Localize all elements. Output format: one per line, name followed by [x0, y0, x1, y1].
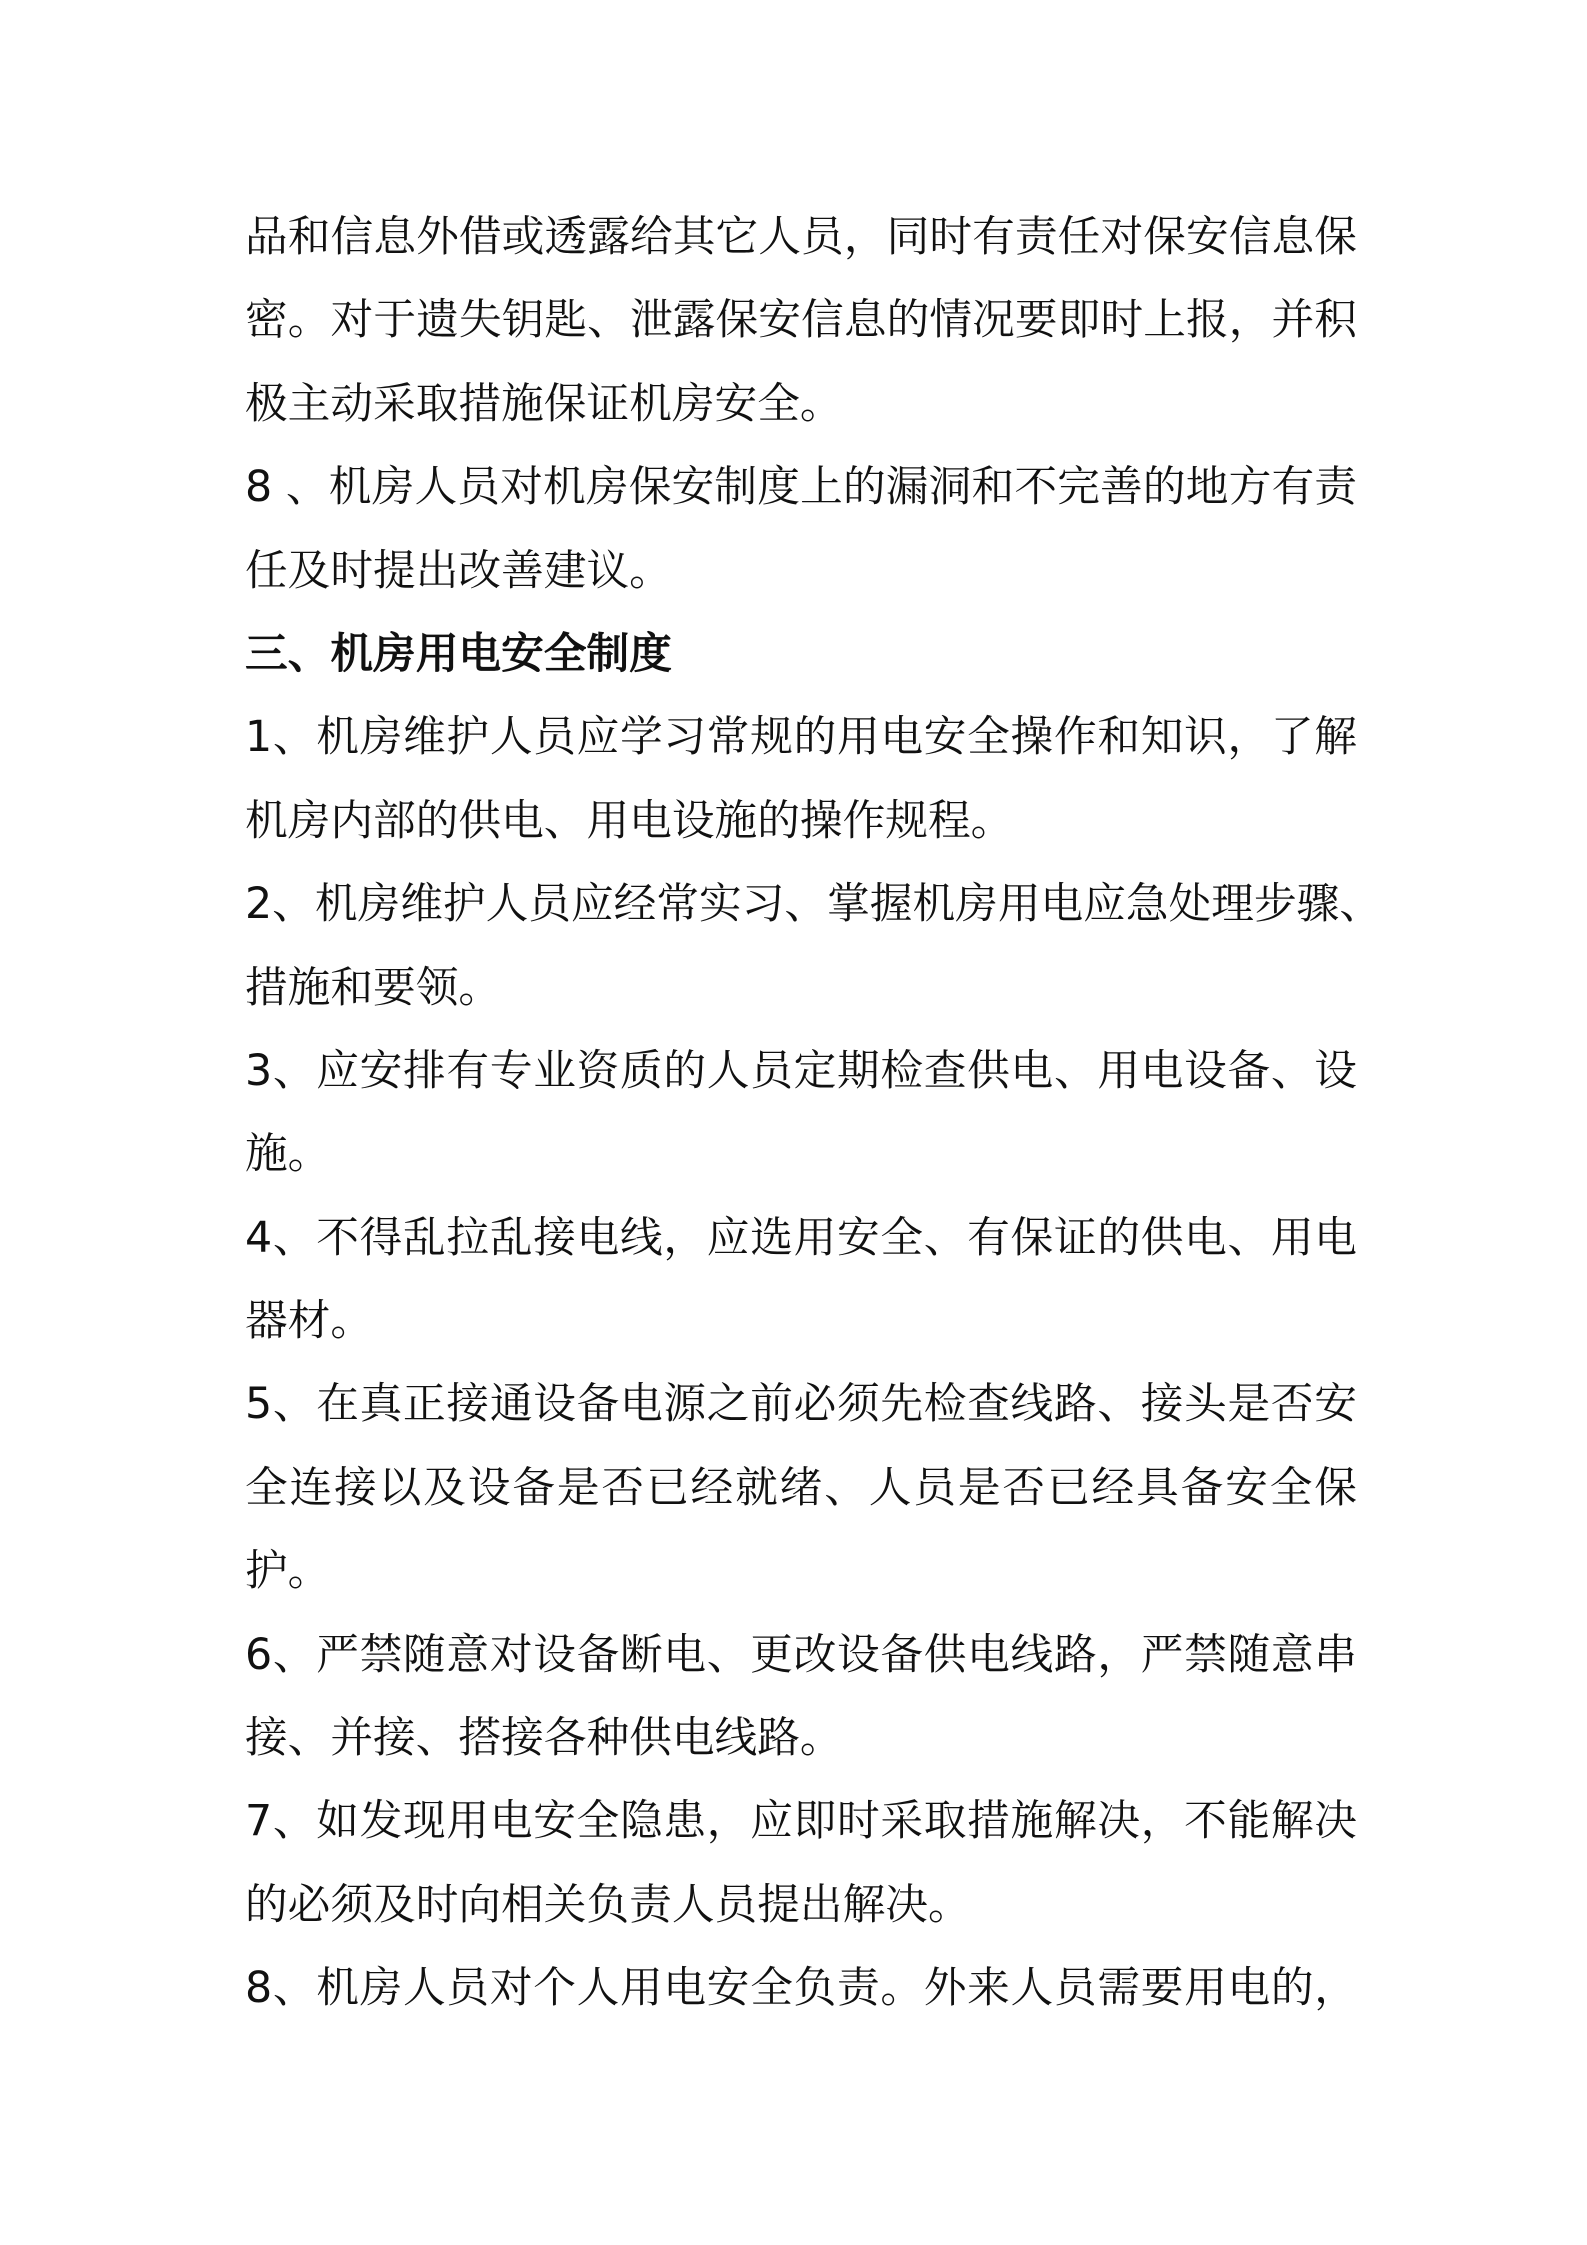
- text-line: 品和信息外借或透露给其它人员，同时有责任对保安信息保: [245, 212, 1357, 262]
- text-line: 2、机房维护人员应经常实习、掌握机房用电应急处理步骤、: [245, 879, 1383, 930]
- section-heading: [245, 613, 1357, 696]
- text-line: 机房内部的供电、用电设施的操作规程。: [245, 795, 1014, 846]
- text-line: 6、严禁随意对设备断电、更改设备供电线路，严禁随意串: [245, 1629, 1357, 1680]
- text-line: 极主动采取措施保证机房安全。: [245, 378, 843, 429]
- text-line: 接、并接、搭接各种供电线路。: [245, 1713, 843, 1764]
- paragraph: [245, 1030, 1357, 1197]
- paragraph: [245, 696, 1357, 863]
- paragraph: [245, 1197, 1357, 1364]
- text-line: 三、机房用电安全制度: [245, 628, 672, 679]
- text-line: 措施和要领。: [245, 962, 502, 1013]
- text-line: 5、在真正接通设备电源之前必须先检查线路、接头是否安: [245, 1379, 1357, 1430]
- text-line: 器材。: [245, 1296, 374, 1347]
- text-line: 密。对于遗失钥匙、泄露保安信息的情况要即时上报，并积: [245, 295, 1357, 346]
- text-line: 护。: [245, 1546, 331, 1597]
- paragraph: [245, 446, 1357, 613]
- paragraph: [245, 1614, 1357, 1781]
- text-line: 3、应安排有专业资质的人员定期检查供电、用电设备、设: [245, 1045, 1357, 1096]
- paragraph: [245, 196, 1357, 446]
- text-line: 8、机房人员对个人用电安全负责。外来人员需要用电的，: [245, 1963, 1357, 2014]
- text-line: 4、不得乱拉乱接电线，应选用安全、有保证的供电、用电: [245, 1212, 1357, 1263]
- text-line: 的必须及时向相关负责人员提出解决。: [245, 1879, 971, 1930]
- document-body: [245, 196, 1383, 2031]
- paragraph: [245, 1780, 1357, 1947]
- paragraph: [245, 1947, 1357, 2030]
- text-line: 8 、机房人员对机房保安制度上的漏洞和不完善的地方有责: [245, 462, 1357, 513]
- text-line: 7、如发现用电安全隐患，应即时采取措施解决，不能解决: [245, 1796, 1357, 1847]
- text-line: 1、机房维护人员应学习常规的用电安全操作和知识，了解: [245, 712, 1357, 763]
- paragraph: [245, 863, 1383, 1030]
- text-line: 全连接以及设备是否已经就绪、人员是否已经具备安全保: [245, 1462, 1357, 1513]
- text-line: 任及时提出改善建议。: [245, 545, 672, 596]
- text-line: 施。: [245, 1129, 331, 1180]
- paragraph: [245, 1363, 1357, 1613]
